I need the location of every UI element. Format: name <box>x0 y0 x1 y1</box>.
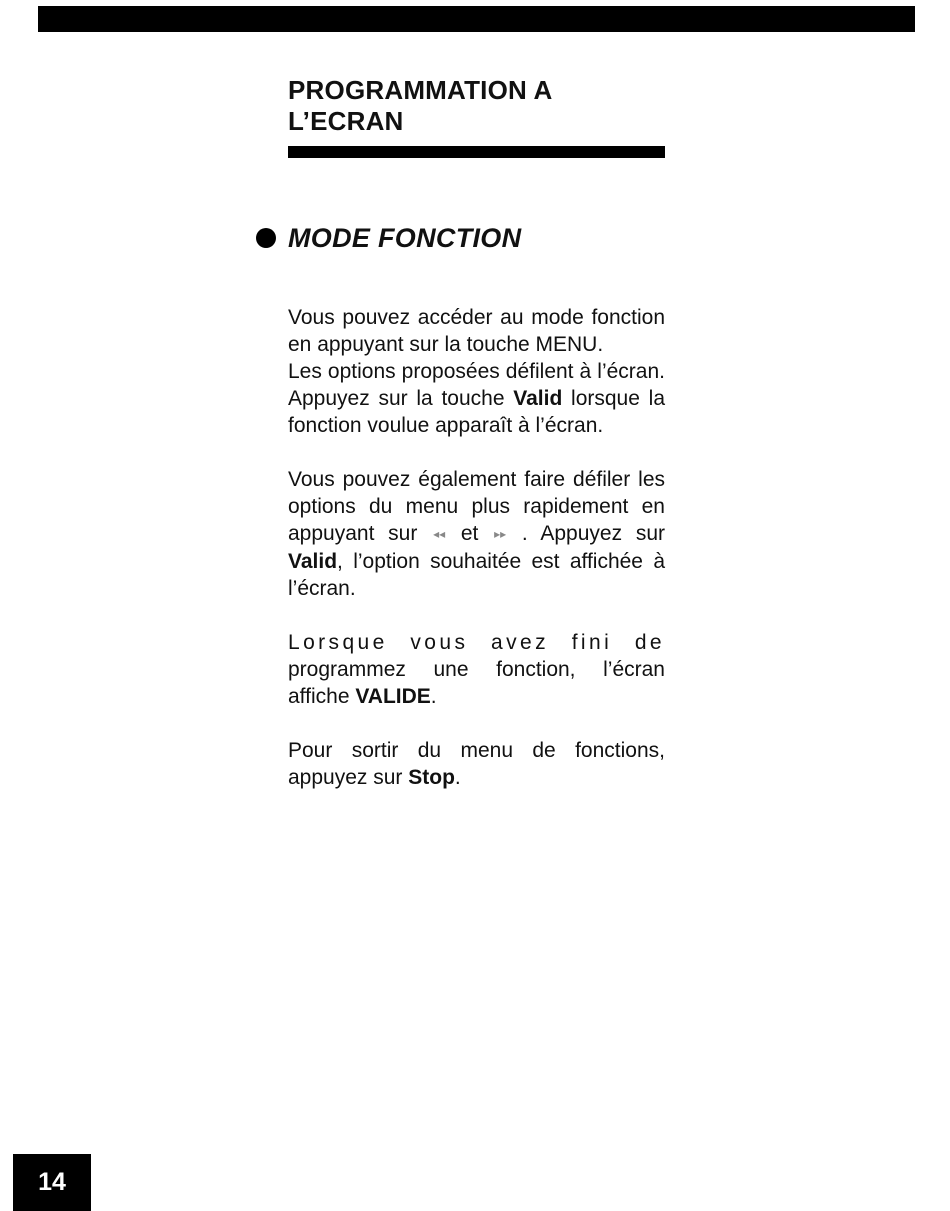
paragraph-fast-scroll <box>288 466 665 602</box>
key-valid-label: Valid <box>288 549 338 573</box>
paragraph-text: . Appuyez sur <box>508 522 665 545</box>
paragraph-text: . <box>454 765 461 789</box>
paragraph-text: lorsque la fonction voulue apparaît à l’écran. <box>288 387 665 437</box>
paragraph-gap <box>288 710 665 737</box>
scroll-right-key-icon: ▸▸ <box>494 526 507 541</box>
paragraph-text-spaced: Lorsque vous avez fini de <box>288 630 665 654</box>
section-title-line-2: L’ECRAN <box>288 106 404 136</box>
paragraph-gap <box>288 439 665 466</box>
paragraph-access-menu <box>288 304 665 358</box>
paragraph-text: , l’option souhaitée est affichée à l’écran. <box>288 549 665 600</box>
paragraph-validation <box>288 629 665 710</box>
paragraph-gap <box>288 602 665 629</box>
title-underline-rule <box>288 146 665 158</box>
paragraph-text: Vous pouvez accéder au mode fonction en appuyant sur la touche MENU. <box>288 306 665 356</box>
header-bar <box>38 6 915 32</box>
scroll-left-key-icon: ◂◂ <box>433 526 446 541</box>
subheading <box>256 218 676 258</box>
page-number: 14 <box>38 1168 66 1196</box>
paragraph-text: Les options proposées défilent à l’écran. Appuyez sur la touche <box>288 360 665 410</box>
valide-display-label: VALIDE <box>355 684 431 708</box>
body-content <box>288 304 665 791</box>
paragraph-exit-menu <box>288 737 665 791</box>
paragraph-text: Vous pouvez également faire défiler les options du menu plus rapidement en appuyant sur <box>288 468 665 545</box>
paragraph-text: programmez une fonction, l’écran affiche <box>288 657 665 708</box>
paragraph-text: Pour sortir du menu de fonctions, appuyez sur <box>288 738 665 789</box>
subheading-text: MODE FONCTION <box>288 222 522 253</box>
section-title-line-1: PROGRAMMATION A <box>288 75 553 105</box>
bullet-icon <box>256 228 276 248</box>
paragraph-text: . <box>430 684 437 708</box>
paragraph-text: et <box>447 522 493 545</box>
key-stop-label: Stop <box>408 765 455 789</box>
paragraph-options-scroll <box>288 358 665 439</box>
key-valid-label: Valid <box>513 387 563 410</box>
section-title <box>288 75 668 137</box>
page-number-badge <box>13 1154 91 1211</box>
